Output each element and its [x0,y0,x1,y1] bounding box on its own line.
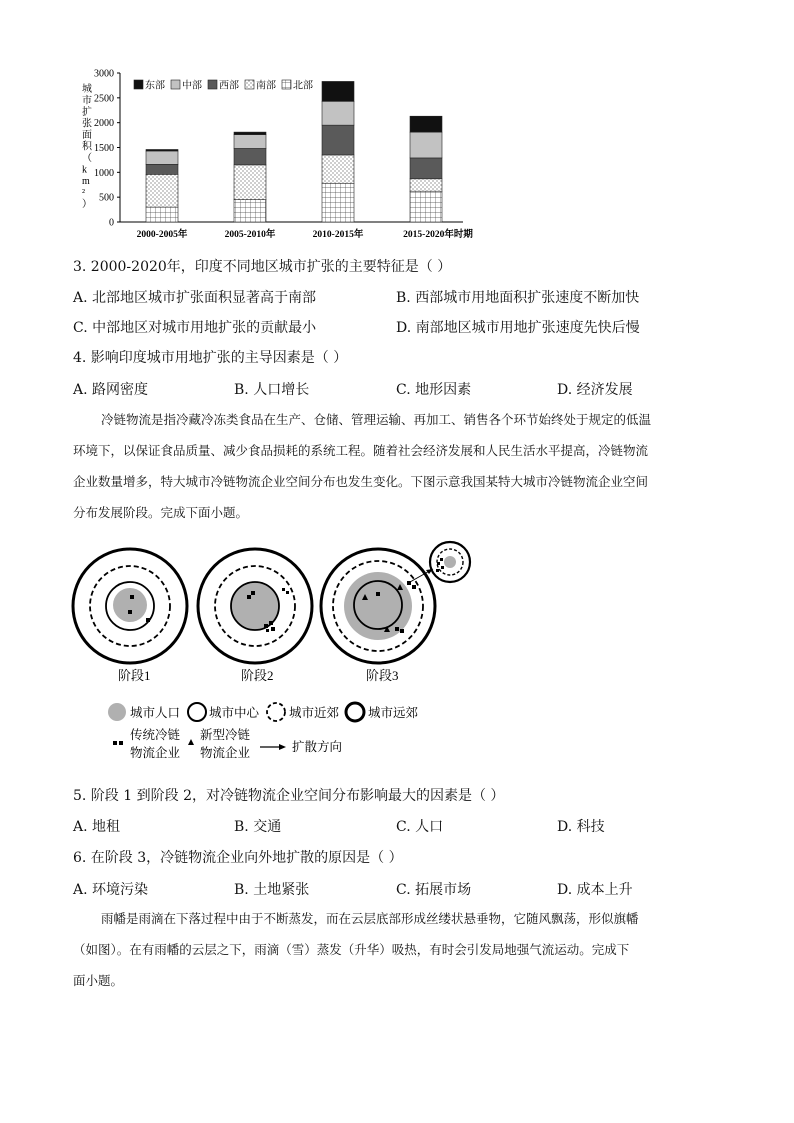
q4-stem: 4. 影响印度城市用地扩张的主导因素是（ ） [73,350,348,366]
x-tick-label: 2015-2020年时期 [403,230,473,240]
y-tick-label: 3000 [94,68,114,80]
passage1-line2: 环境下，以保证食品质量、减少食品损耗的系统工程。随着社会经济发展和人民生活水平提高，冷链物流 [73,443,649,458]
y-tick-label: 2000 [94,118,114,130]
far-suburb-symbol [346,703,364,721]
bar-segment [410,179,442,191]
q3-stem: 3. 2000-2020年，印度不同地区城市扩张的主要特征是（ ） [73,259,452,275]
bar-segment [234,132,266,134]
q6-option-a[interactable]: A. 环境污染 [73,882,149,898]
q5-option-a[interactable]: A. 地租 [73,819,121,835]
legend-swatch [134,80,143,89]
y-tick-label: 1000 [94,167,114,179]
passage2-line2: （如图）。在有雨幡的云层之下，雨滴（雪）蒸发（升华）吸热，有时会引发局地强气流运动。完成下 [73,942,630,957]
q3-option-b[interactable]: B. 西部城市用地面积扩张速度不断加快 [396,290,640,306]
passage2-line3: 面小题。 [73,973,124,988]
passage2-line1: 雨幡是雨滴在下落过程中由于不断蒸发，而在云层底部形成丝缕状悬垂物，它随风飘荡，形似旗幡 [101,911,639,926]
bar-segment [410,158,442,179]
y-tick-labels [94,69,120,229]
bar-segment [234,165,266,200]
stage1-figure [73,549,187,663]
passage1-line3: 企业数量增多，特大城市冷链物流企业空间分布也发生变化。下图示意我国某特大城市冷链物流企业空间 [73,474,649,489]
legend-near-suburb: 城市近郊 [289,706,340,720]
bar-segment [146,164,178,174]
y-axis-label: 城市扩张面积（ k m ² ） [82,84,92,210]
bar-segment [322,155,354,183]
q4-option-a[interactable]: A. 路网密度 [73,382,149,398]
stage2-label: 阶段2 [241,668,274,683]
legend-new-1: 新型冷链 [200,728,251,742]
bar-segment [146,207,178,222]
legend-traditional-2: 物流企业 [130,746,181,760]
urban-expansion-chart [70,62,480,247]
stage3-figure [321,542,470,663]
q4-option-b[interactable]: B. 人口增长 [234,382,310,398]
q5-option-b[interactable]: B. 交通 [234,819,282,835]
bar-segment [234,135,266,149]
legend-city-center: 城市中心 [209,706,260,720]
bar-segment [322,183,354,222]
q6-stem: 6. 在阶段 3，冷链物流企业向外地扩散的原因是（ ） [73,850,403,866]
chart-legend [134,79,313,92]
stage1-label: 阶段1 [118,668,151,683]
stage3-label: 阶段3 [366,668,399,683]
chart-bars [146,81,442,222]
q4-option-c[interactable]: C. 地形因素 [396,382,472,398]
q6-option-d[interactable]: D. 成本上升 [557,882,633,898]
x-tick-labels [137,228,474,240]
legend-label: 东部 [145,80,165,92]
bar-segment [322,125,354,155]
urban-population-symbol [108,703,126,721]
q5-stem: 5. 阶段 1 到阶段 2，对冷链物流企业空间分布影响最大的因素是（ ） [73,788,505,804]
y-tick-label: 0 [109,217,114,229]
q4-option-d[interactable]: D. 经济发展 [557,382,633,398]
legend-label: 中部 [182,80,202,92]
legend-urban-population: 城市人口 [130,706,181,720]
q3-option-a[interactable]: A. 北部地区城市扩张面积显著高于南部 [73,290,317,306]
bar-segment [146,174,178,207]
q6-option-c[interactable]: C. 拓展市场 [396,882,472,898]
x-tick-label: 2010-2015年 [312,230,364,240]
bar-segment [410,132,442,158]
legend-label: 北部 [293,80,313,92]
bar-segment [410,116,442,132]
x-tick-label: 2005-2010年 [224,230,276,240]
legend-traditional-1: 传统冷链 [130,728,181,742]
legend-swatch [171,80,180,89]
virga-passage [73,903,721,996]
y-tick-label: 500 [99,192,114,204]
bar-segment [322,101,354,125]
passage1-line1: 冷链物流是指冷藏冷冻类食品在生产、仓储、管理运输、再加工、销售各个环节始终处于规定的低温 [101,412,652,427]
legend-swatch [208,80,217,89]
q3-option-c[interactable]: C. 中部地区对城市用地扩张的贡献最小 [73,320,317,336]
q6-option-b[interactable]: B. 土地紧张 [234,882,310,898]
new-enterprise-symbol [188,739,194,745]
legend-label: 西部 [219,80,239,92]
bar-segment [234,200,266,222]
q5-option-c[interactable]: C. 人口 [396,819,444,835]
legend-swatch [282,80,291,89]
bar-segment [410,191,442,222]
passage1-line4: 分布发展阶段。完成下面小题。 [73,505,249,520]
legend-swatch [245,80,254,89]
cold-chain-passage [73,404,721,528]
q5-option-d[interactable]: D. 科技 [557,819,605,835]
legend-far-suburb: 城市远郊 [368,706,419,720]
legend-diffusion: 扩散方向 [292,740,343,754]
legend-label: 南部 [256,80,276,92]
stage2-figure [198,549,312,663]
near-suburb-symbol [267,703,285,721]
bar-segment [146,149,178,150]
y-tick-label: 2500 [94,93,114,105]
bar-segment [234,148,266,164]
x-tick-label: 2000-2005年 [136,230,188,240]
q3-option-d[interactable]: D. 南部地区城市用地扩张速度先快后慢 [396,320,640,336]
traditional-enterprise-symbol [113,741,117,745]
y-tick-label: 1500 [94,143,114,154]
cold-chain-stage-diagram [60,536,480,766]
bar-segment [322,81,354,101]
legend-new-2: 物流企业 [200,746,251,760]
city-center-symbol [188,703,206,721]
bar-segment [146,151,178,164]
